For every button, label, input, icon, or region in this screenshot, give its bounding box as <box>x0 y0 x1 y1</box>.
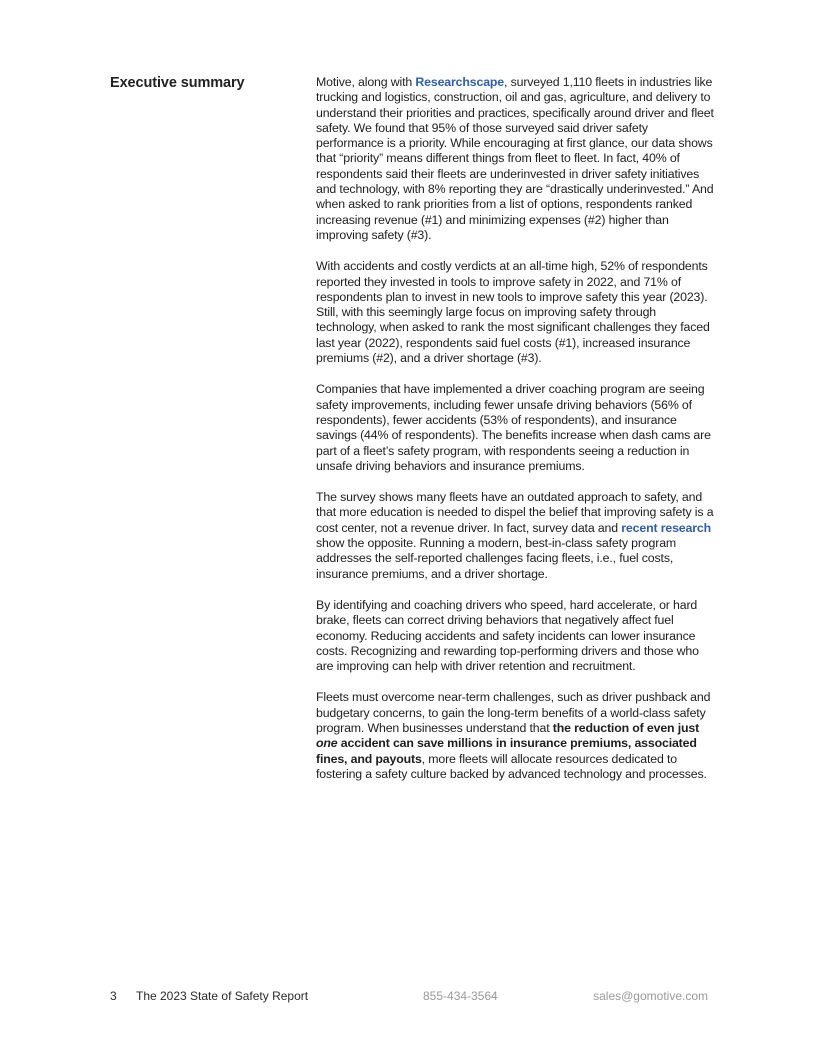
recent-research-link[interactable]: recent research <box>621 520 711 535</box>
phone-number: 855-434-3564 <box>423 989 498 1003</box>
paragraph-coaching-benefits: Companies that have implemented a driver coaching program are seeing safety improvements, including fewer unsafe driving behaviors (56% of respondents), fewer accidents (53% of respondents), and insurance savings (44% of respondents). The benefits increase when dash cams are part of a fleet’s safety program, with respondents seeing a reduction in unsafe driving behaviors and insurance premiums. <box>316 382 711 473</box>
text-run: show the opposite. Running a modern, best-in-class safety program addresses the self-reported challenges facing fleets, i.e., fuel costs, insurance premiums, and a driver shortage. <box>316 536 677 581</box>
emphasis-italic-text: one <box>316 736 338 751</box>
emphasis-text: accident can save millions in insurance premiums, associated fines, and payouts <box>316 736 697 766</box>
paragraph-outdated-approach <box>316 490 716 582</box>
text-run: , surveyed 1,110 fleets in industries like trucking and logistics, construction, oil and gas, agriculture, and delivery to understand their priorities and practices, specifically around driver and fleet safety. We found that 95% of those surveyed said driver safety performance is a priority. While encouraging at first glance, our data shows that “priority” means different things from fleet to fleet. In fact, 40% of respondents said their fleets are underinvested in driver safety initiatives and technology, with 8% reporting they are “drastically underinvested.” And when asked to rank priorities from a list of options, respondents ranked increasing revenue (#1) and minimizing expenses (#2) higher than improving safety (#3). <box>316 75 714 242</box>
text-run: , more fleets will allocate resources dedicated to fostering a safety culture backed by advanced technology and processes. <box>316 751 707 781</box>
text-run: The survey shows many fleets have an outdated approach to safety, and that more education is needed to dispel the belief that improving safety is a cost center, not a revenue driver. In fact, survey data and <box>316 490 714 535</box>
text-run: Fleets must overcome near-term challenges, such as driver pushback and budgetary concerns, to gain the long-term benefits of a world-class safety program. When businesses understand that <box>316 690 711 735</box>
report-title: The 2023 State of Safety Report <box>136 989 309 1003</box>
paragraph-near-term-challenges <box>316 690 716 782</box>
body-text-column <box>316 75 716 798</box>
emphasis-text: the reduction of even just <box>552 720 700 735</box>
page-number: 3 <box>110 989 117 1003</box>
email-address: sales@gomotive.com <box>593 989 708 1003</box>
text-run: Motive, along with <box>316 75 416 89</box>
section-heading: Executive summary <box>110 75 245 91</box>
paragraph-driver-coaching: By identifying and coaching drivers who speed, hard accelerate, or hard brake, fleets can correct driving behaviors that negatively affect fuel economy. Reducing accidents and safety incidents can lower insurance costs. Recognizing and rewarding top-performing drivers and those who are improving can help with driver retention and recruitment. <box>316 597 699 674</box>
paragraph-investment: With accidents and costly verdicts at an all-time high, 52% of respondents reported they invested in tools to improve safety in 2022, and 71% of respondents plan to invest in new tools to improve safety this year (2023). Still, with this seemingly large focus on improving safety through technology, when asked to rank the most significant challenges they faced last year (2022), respondents said fuel costs (#1), increased insurance premiums (#2), and a driver shortage (#3). <box>316 259 710 366</box>
researchscape-link[interactable]: Researchscape <box>415 75 505 89</box>
paragraph-survey-overview <box>316 75 716 243</box>
page-footer <box>110 989 708 1005</box>
